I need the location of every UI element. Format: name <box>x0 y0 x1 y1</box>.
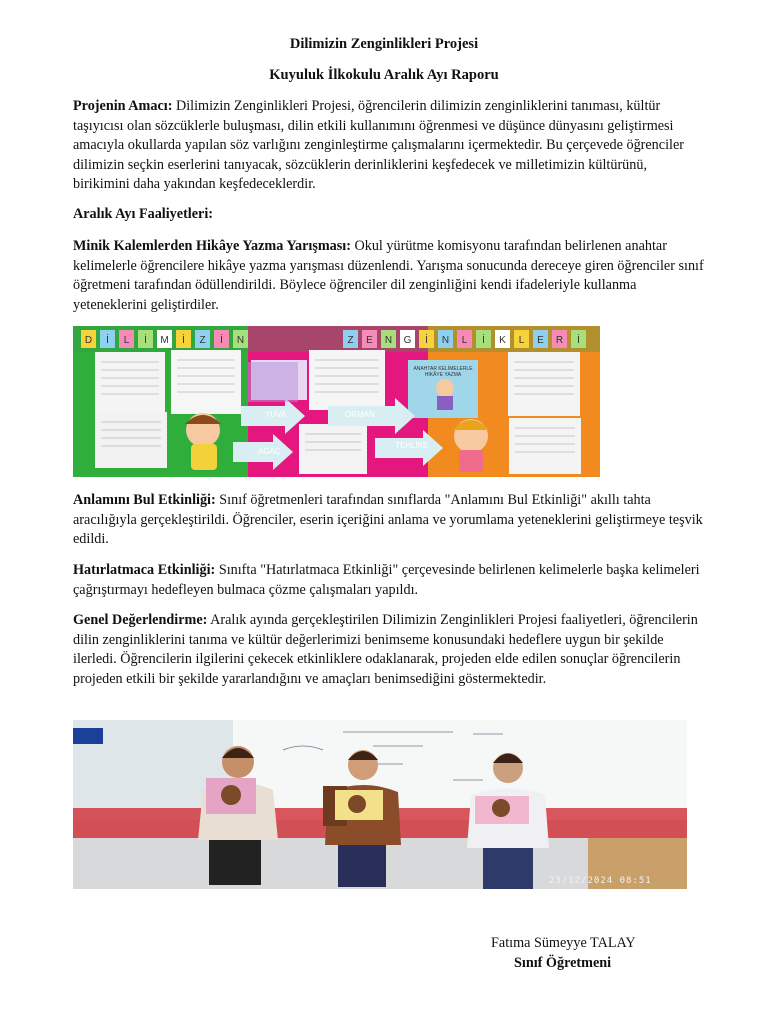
banner-letter: İ <box>144 335 147 346</box>
banner-letter: İ <box>577 335 580 346</box>
banner-letter: N <box>441 335 450 346</box>
banner-letter: Z <box>347 335 354 346</box>
banner-letter: M <box>160 335 169 346</box>
activity1-paragraph <box>73 237 705 315</box>
banner-letter: E <box>366 335 373 346</box>
banner-letter: R <box>555 335 564 346</box>
banner-letter: K <box>499 335 506 346</box>
activity2-label: Anlamını Bul Etkinliği: <box>73 492 216 508</box>
banner-letter: L <box>518 335 525 346</box>
banner-letter: D <box>84 335 93 346</box>
purpose-paragraph <box>73 97 705 195</box>
activity1-text: Okul yürütme komisyonu tarafından belirlenen anahtar kelimelerle öğrencilere hikâye yazma yarışması düzenlendi. Yarışma sonucunda dereceye giren öğrenciler sınıf öğretmeni tarafından ödüllendirildi. Böylece öğrenciler dil zenginliğini kendi ifadeleriyle kullanma yeteneklerini geliştirdiler. <box>73 238 704 313</box>
evaluation-label: Genel Değerlendirme: <box>73 612 208 628</box>
students-photo-drawing <box>73 720 687 889</box>
banner-letter: N <box>236 335 245 346</box>
banner-letter: L <box>461 335 468 346</box>
bulletin-board-photo <box>73 326 600 477</box>
arrow-label-agac: AĞAÇ <box>258 447 281 456</box>
evaluation-paragraph <box>73 611 705 689</box>
activity1-label: Minik Kalemlerden Hikâye Yazma Yarışması: <box>73 238 351 254</box>
purpose-text: Dilimizin Zenginlikleri Projesi, öğrencilerin dilimizin zenginliklerini tanıması, kültür taşıyıcısı olan sözcüklerle buluşması, dilin etkili kullanımını öğrenmesi ve düşünce dünyasını geliştirmesi amacıyla okullarda yapılan söz varlığını zenginleştirme çalışmalarını içermektedir. Bu çerçevede öğrenciler dilimizin seçkin eserlerini tanıyacak, sözcüklerin derinliklerini keşfedecek ve milletimizin kültürünü, birikimini daha yakından keşfedeceklerdir. <box>73 98 684 193</box>
banner-letter: Z <box>199 335 206 346</box>
activity3-paragraph <box>73 561 705 600</box>
banner-letter: İ <box>220 335 223 346</box>
banner-letter: İ <box>106 335 109 346</box>
signature-name: Fatıma Sümeyye TALAY <box>491 935 636 951</box>
signature-role: Sınıf Öğretmeni <box>514 955 612 971</box>
arrow-label-tehlike: TEHLİKE <box>395 441 429 450</box>
banner-letter: G <box>403 335 412 346</box>
banner-letter: N <box>384 335 393 346</box>
arrow-label-orman: ORMAN <box>345 410 375 419</box>
activity3-text: Sınıfta "Hatırlatmaca Etkinliği" çerçevesinde belirlenen kelimelerle başka kelimeleri çağrıştırmayı hedefleyen bulmaca çözme çalışmaları yapıldı. <box>73 562 700 598</box>
banner-letter: E <box>537 335 544 346</box>
banner-letter: İ <box>182 335 185 346</box>
activity3-label: Hatırlatmaca Etkinliği: <box>73 562 216 578</box>
activity2-text: Sınıf öğretmenleri tarafından sınıflarda "Anlamını Bul Etkinliği" akıllı tahta aracılığıyla gerçekleştirildi. Öğrenciler, eserin içeriğini anlama ve yorumlama yeteneklerini geliştirmeye teşvik edildi. <box>73 492 703 548</box>
purpose-label: Projenin Amacı: <box>73 98 173 114</box>
document-title: Dilimizin Zenginlikleri Projesi <box>289 36 479 52</box>
students-photo <box>73 720 687 889</box>
banner-letter: İ <box>425 335 428 346</box>
evaluation-text: Aralık ayında gerçekleştirilen Dilimizin Zenginlikleri Projesi faaliyetleri, öğrencilerin dilin zenginliklerini tanıma ve kültür değerlerimizi benimseme konusundaki hedeflere uygun bir şekilde ilerledi. Öğrencilerin ilgilerini çekecek etkinliklere odaklanarak, projeden elde edilen sonuçlar öğrencilerin projeden etkili bir şekilde yararlandığını ve amaçları benimsediğini göstermektedir. <box>73 612 698 687</box>
poster-caption: ANAHTAR KELİMELERLE HİKÂYE YAZMA <box>413 366 473 378</box>
activities-heading: Aralık Ayı Faaliyetleri: <box>73 206 214 222</box>
activity2-paragraph <box>73 491 705 550</box>
arrow-label-yuva: YUVA <box>265 410 287 419</box>
photo-timestamp: 23/12/2024 08:51 <box>549 876 652 886</box>
document-subtitle: Kuyuluk İlkokulu Aralık Ayı Raporu <box>269 67 499 83</box>
banner-letter: İ <box>482 335 485 346</box>
banner-letter: L <box>123 335 130 346</box>
